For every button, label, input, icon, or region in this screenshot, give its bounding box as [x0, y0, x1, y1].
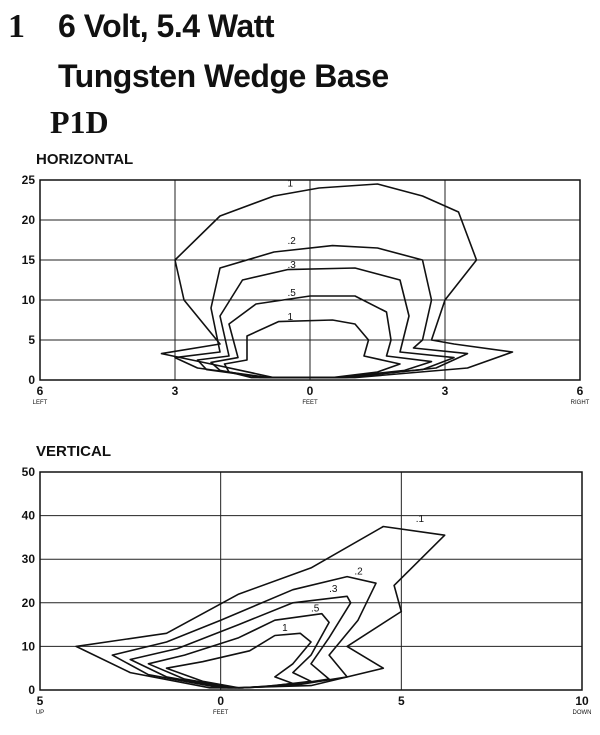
isoline-5 [225, 320, 401, 378]
y-tick-label: 20 [21, 595, 35, 610]
title-line-2: Tungsten Wedge Base [58, 58, 389, 94]
y-tick-label: 10 [21, 639, 35, 654]
x-tick-label: 0 [306, 384, 314, 398]
x-sublabel: DOWN [572, 710, 592, 716]
isoline-label: .1 [415, 514, 425, 526]
bulb-code: P1D [50, 104, 109, 140]
x-tick-label: 10 [575, 694, 589, 708]
y-tick-label: 5 [28, 333, 35, 347]
isoline-label: 1 [282, 623, 288, 635]
y-tick-label: 15 [21, 253, 35, 267]
isoline-1 [76, 527, 445, 688]
y-tick-label: 40 [21, 508, 35, 523]
x-tick-label: 3 [171, 384, 179, 398]
bulb-number: 1 [8, 8, 25, 45]
isoline-label: .3 [287, 260, 296, 271]
x-tick-label: 6 [576, 384, 584, 398]
y-tick-label: 20 [21, 213, 35, 227]
chart-title: VERTICAL [36, 443, 111, 460]
isoline-label: .2 [354, 566, 363, 578]
x-tick-label: 5 [36, 694, 44, 708]
x-sublabel: FEET [302, 400, 318, 406]
isoline-label: 1 [287, 178, 294, 190]
plot-frame [40, 472, 582, 690]
isoline-label: .2 [287, 236, 296, 247]
isoline-label: .3 [329, 583, 338, 595]
y-tick-label: 50 [21, 465, 35, 479]
y-tick-label: 0 [28, 373, 35, 387]
x-sublabel: RIGHT [570, 400, 590, 406]
vertical-chart [0, 430, 600, 730]
y-tick-label: 0 [28, 683, 35, 697]
x-tick-label: 6 [36, 384, 44, 398]
x-tick-label: 0 [217, 694, 225, 708]
isoline-label: .5 [287, 288, 296, 299]
x-sublabel: UP [35, 710, 45, 716]
x-tick-label: 3 [441, 384, 449, 398]
y-tick-label: 10 [21, 293, 35, 307]
y-tick-label: 25 [21, 173, 35, 187]
horizontal-chart [0, 140, 600, 425]
title-line-1: 6 Volt, 5.4 Watt [58, 8, 275, 44]
header [0, 0, 600, 150]
isoline-1 [162, 184, 513, 378]
x-tick-label: 5 [397, 694, 405, 708]
isoline-label: 1 [287, 312, 294, 323]
x-sublabel: FEET [212, 710, 229, 716]
chart-title: HORIZONTAL [36, 151, 134, 168]
x-sublabel: LEFT [32, 400, 48, 406]
isoline-label: .5 [311, 603, 320, 615]
y-tick-label: 30 [21, 552, 35, 567]
